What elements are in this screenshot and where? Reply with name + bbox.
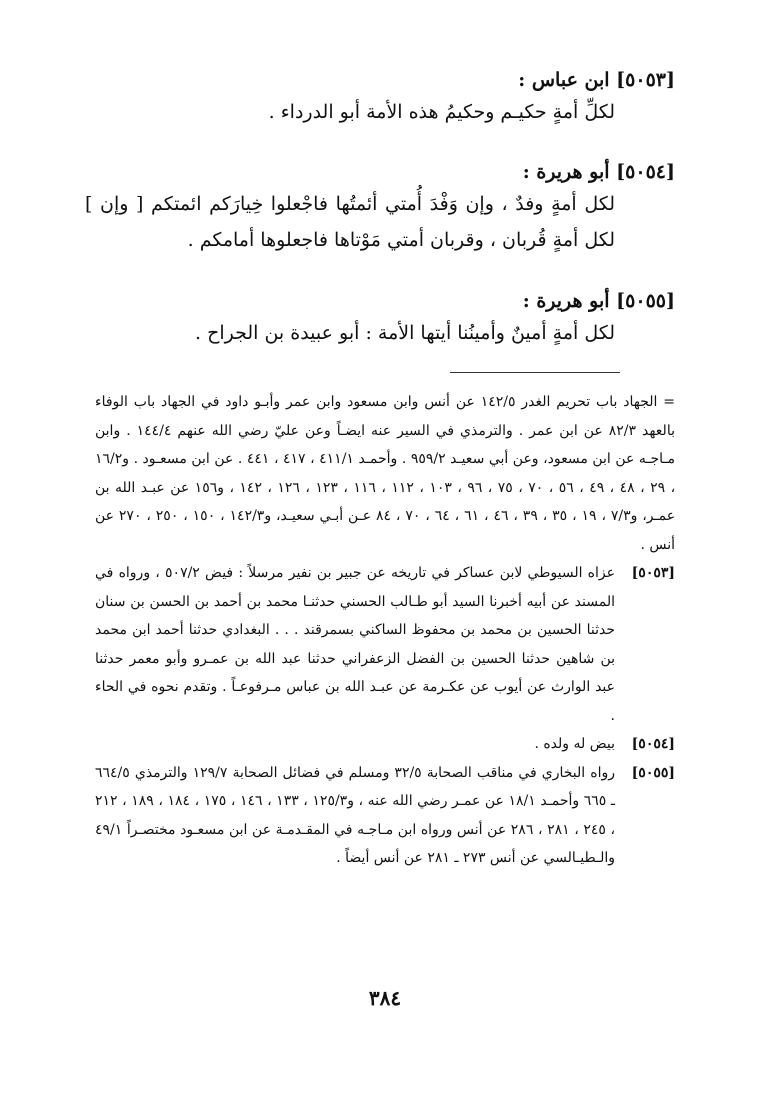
hadith-text: لكل أمةٍ وفدٌ ، وإن وَفْدَ أُمتي أئمتُها فاجْعلوا خِيارَكم ائمتكم [ وإن ] لكل أمةٍ قُربان ، وقربان أمتي مَوْتاها فاجعلوها أمامكم . <box>85 193 615 251</box>
hadith-entry-5055 <box>85 287 675 351</box>
footnote-5054 <box>95 730 675 759</box>
narrator-name: ابن عباس : <box>518 69 610 91</box>
entry-heading <box>85 287 675 315</box>
entry-number: [٥٠٥٥] <box>616 290 675 312</box>
footnote-5053 <box>95 559 675 730</box>
footnote-label: [٥٠٥٤] <box>631 736 675 752</box>
hadith-text: لكل أمةٍ أمينٌ وأمينُنا أيتها الأمة : أبو عبيدة بن الجراح . <box>194 322 615 344</box>
entry-number: [٥٠٥٣] <box>616 69 675 91</box>
narrator-name: أبو هريرة : <box>522 161 610 183</box>
footnote-text: رواه البخاري في مناقب الصحابة ٣٢/٥ ومسلم في فضائل الصحابة ١٢٩/٧ والترمذي ٦٦٤/٥ ـ ٦٦٥ وأحمـد ١٨/١ عن عمـر رضي الله عنه ، و١٢٥/٣ ، ١٣٣ ، ١٤٦ ، ١٧٥ ، ١٨٤ ، ١٨٩ ، ٢١٢ ، ٢٤٥ ، ٢٨١ ، ٢٨٦ عن أنس ورواه ابن مـاجـه في المقـدمـة عن ابن مسعـود مختصـراً ٤٩/١ والـطيـالسي عن أنس ٢٧٣ ـ ٢٨١ عن أنس أيضاً . <box>95 764 616 866</box>
entry-heading <box>85 66 675 94</box>
entry-heading <box>85 158 675 186</box>
hadith-entry-5053 <box>85 66 675 130</box>
footnote-text: عزاه السيوطي لابن عساكر في تاريخه عن جبير بن نفير مرسلاً : فيض ٥٠٧/٢ ، ورواه في المسند عن أبيه أخبرنا السيد أبو طـالب الحسني حدثنـا محمد بن أحمد بن الحسن بن سنان حدثنا الحسين بن محمد بن محفوظ الساكني بسمرقند . . . البغدادي حدثنا أحمد ابن محمد بن شاهين حدثنا الحسين بن الفضل الزعفراني حدثنا عبد الله بن عمـرو وأبو معمر حدثنا عبد الوارث عن أيوب عن عكـرمة عن عبـد الله بن عباس مـرفوعـاً . وتقدم نحوه في الحاء . <box>95 565 615 724</box>
hadith-entry-5054 <box>85 158 675 258</box>
footnote-continuation: = الجهاد باب تحريم الغدر ١٤٢/٥ عن أنس وابن مسعود وابن عمر وأبـو داود في الجهاد باب الوفاء بالعهد ٨٢/٣ عن ابن عمر . والترمذي في السير عنه ايضـاً وعن عليّ رضي الله عنهم ١٤٤/٤ . وابن مـاجـه عن ابن مسعود، وعن أبي سعيـد ٩٥٩/٢ . وأحمـد ٤١١/١ ، ٤١٧ ، ٤٤١ . عن ابن مسعـود . و١٦/٢ ، ٢٩ ، ٤٨ ، ٤٩ ، ٥٦ ، ٧٠ ، ٧٥ ، ٩٦ ، ١٠٣ ، ١١٢ ، ١١٦ ، ١٢٣ ، ١٢٦ ، ١٤٢ ، و١٥٦ عن عبـد الله بن عمـر، و٧/٣ ، ١٩ ، ٣٥ ، ٣٩ ، ٤٦ ، ٦١ ، ٦٤ ، ٧٠ ، ٨٤ عـن أبـي سعيـد، و١٤٢/٣ ، ١٥٠ ، ٢٥٠ ، ٢٧٠ عن أنس . <box>95 394 676 553</box>
entry-number: [٥٠٥٤] <box>616 161 675 183</box>
footnote-5055 <box>95 759 675 873</box>
footnote-label: [٥٠٥٣] <box>631 565 675 581</box>
page-number: ٣٨٤ <box>368 986 402 1010</box>
narrator-name: أبو هريرة : <box>522 290 610 312</box>
footnote-separator <box>450 372 620 373</box>
hadith-text: لكلِّ أمةٍ حكيـم وحكيمُ هذه الأمة أبو الدرداء . <box>268 101 615 123</box>
footnote-text: بيض له ولده . <box>534 736 615 752</box>
footnote-label: [٥٠٥٥] <box>631 764 675 781</box>
footnotes <box>95 388 675 873</box>
